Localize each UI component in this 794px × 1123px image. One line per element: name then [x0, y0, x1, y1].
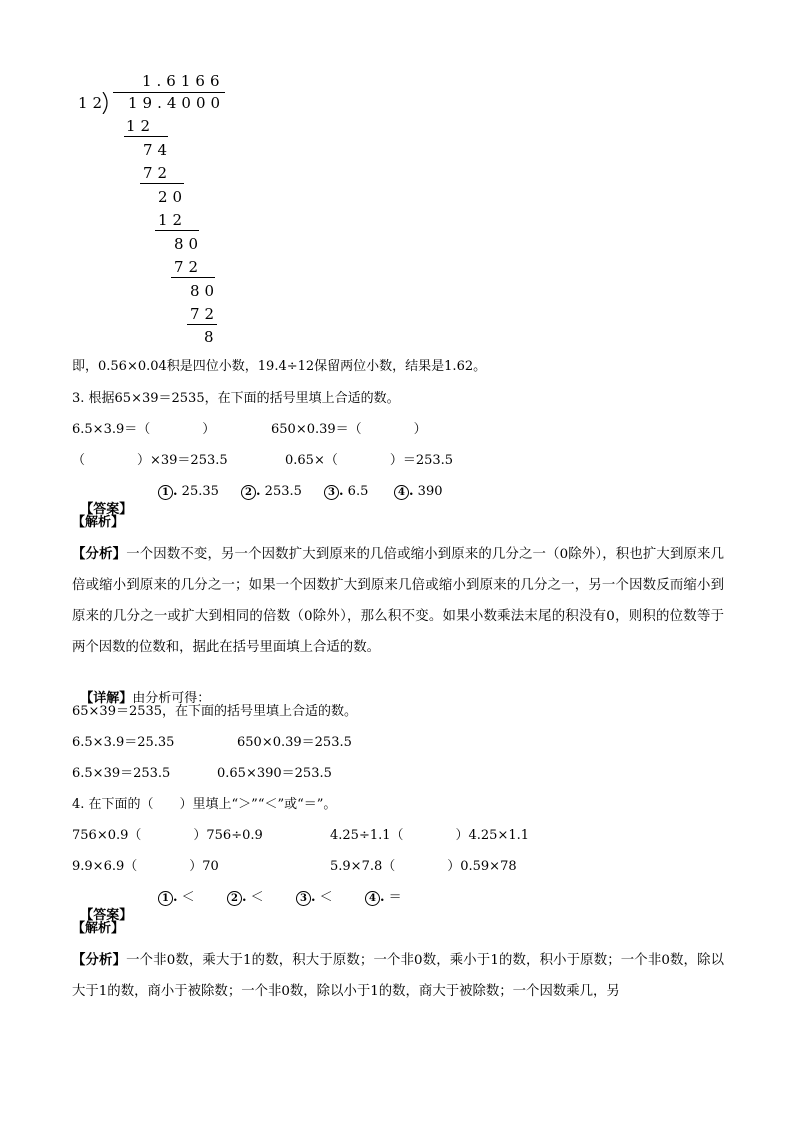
division-step: 72: [174, 258, 204, 276]
q3-detail-line1-b: 650×0.39＝253.5: [237, 735, 352, 750]
q3-answer-3: 3 . 6.5: [324, 483, 368, 501]
division-dividend: 19.4000: [128, 94, 226, 112]
q4-line1-b: 4.25÷1.1（ ）4.25×1.1: [330, 828, 530, 843]
q4-line2-a: 9.9×6.9（ ）70: [72, 859, 219, 874]
division-quotient: 1.6166: [142, 72, 225, 90]
division-step: 12: [158, 211, 188, 229]
circled-number-icon: 4: [365, 891, 380, 906]
q3-analysis-label: 【解析】: [72, 515, 125, 530]
division-step: 72: [143, 164, 173, 182]
q3-line1-a: 6.5×3.9＝（ ）: [72, 422, 216, 437]
q3-line2-a: （ ）×39＝253.5: [72, 453, 228, 468]
q3-answer-2: 2 . 253.5: [241, 483, 302, 501]
circled-number-icon: 2: [227, 891, 242, 906]
circled-number-icon: 2: [241, 485, 256, 500]
q4-answer-1: 1 . ＜: [158, 889, 195, 907]
q4-title: 4. 在下面的（ ）里填上“＞”“＜”或“＝”。: [72, 797, 337, 812]
division-step-line: [171, 277, 215, 278]
division-step-line: [187, 324, 217, 325]
q3-answer-value: 6.5: [347, 484, 369, 499]
q3-fenxi-paragraph: [72, 539, 724, 663]
q3-answer-label: 【答案】: [80, 502, 133, 517]
division-bracket: [99, 92, 115, 114]
division-step-line: [140, 183, 184, 184]
q3-answer-value: 25.35: [181, 484, 219, 499]
q4-answer-value: ＜: [181, 890, 195, 905]
q3-fenxi-text: 一个因数不变，另一个因数扩大到原来的几倍或缩小到原来的几分之一（0除外），积也扩大到原来几倍或缩小到原来的几分之一；如果一个因数扩大到原来几倍或缩小到原来的几分之一，另一个因数反而缩小到原来的几分之一或扩大到相同的倍数（0除外），那么积不变。如果小数乘法末尾的积没有0，则积的位数等于两个因数的位数和，据此在括号里面填上合适的数。: [72, 547, 724, 655]
q4-answer-4: 4 . ＝: [365, 889, 402, 907]
circled-number-icon: 3: [324, 485, 339, 500]
q3-answer-4: 4 . 390: [394, 483, 443, 501]
q3-detail-line2-a: 6.5×39＝253.5: [72, 766, 171, 781]
q3-answer-value: 390: [417, 484, 443, 499]
q4-answer-value: ＜: [319, 890, 333, 905]
circled-number-icon: 1: [158, 891, 173, 906]
q3-line1-b: 650×0.39＝（ ）: [271, 422, 427, 437]
conclusion-text: 即，0.56×0.04积是四位小数，19.4÷12保留两位小数，结果是1.62。: [72, 359, 487, 374]
q3-answer-value: 253.5: [264, 484, 302, 499]
q4-answer-value: ＜: [250, 890, 264, 905]
division-divisor: 12: [78, 94, 108, 112]
q4-answer-value: ＝: [388, 890, 402, 905]
q4-fenxi-text: 一个非0数，乘大于1的数，积大于原数；一个非0数，乘小于1的数，积小于原数；一个非0数，除以大于1的数，商小于被除数；一个非0数，除以小于1的数，商大于被除数；一个因数乘几，另: [72, 953, 724, 999]
division-step-line: [155, 230, 199, 231]
q4-answer-3: 3 . ＜: [296, 889, 333, 907]
q3-detail-intro: 由分析可得：: [132, 691, 211, 706]
q4-answer-2: 2 . ＜: [227, 889, 264, 907]
division-step: 72: [190, 305, 220, 323]
q3-detail-line2-b: 0.65×390＝253.5: [217, 766, 332, 781]
circled-number-icon: 3: [296, 891, 311, 906]
division-step: 12: [126, 117, 156, 135]
q3-detail-label: 【详解】: [80, 691, 133, 706]
division-bar: [113, 92, 225, 93]
division-step: 20: [158, 188, 188, 206]
division-step-line: [124, 136, 168, 137]
division-step: 80: [190, 282, 220, 300]
circled-number-icon: 4: [394, 485, 409, 500]
q4-line1-a: 756×0.9（ ）756÷0.9: [72, 828, 263, 843]
circled-number-icon: 1: [158, 485, 173, 500]
division-step: 74: [143, 141, 173, 159]
division-step: 80: [174, 235, 204, 253]
q3-title: 3. 根据65×39＝2535，在下面的括号里填上合适的数。: [72, 391, 400, 406]
division-remainder: 8: [204, 328, 219, 346]
q4-fenxi-label: 【分析】: [72, 953, 127, 968]
q4-fenxi-paragraph: [72, 945, 724, 1007]
q4-line2-b: 5.9×7.8（ ）0.59×78: [330, 859, 517, 874]
q4-answer-label: 【答案】: [80, 908, 133, 923]
q3-line2-b: 0.65×（ ）＝253.5: [285, 453, 454, 468]
q4-analysis-label: 【解析】: [72, 921, 125, 936]
q3-detail-line0: 65×39＝2535，在下面的括号里填上合适的数。: [72, 704, 358, 719]
q3-detail-line1-a: 6.5×3.9＝25.35: [72, 735, 175, 750]
q3-fenxi-label: 【分析】: [72, 547, 127, 562]
q3-answer-1: 1 . 25.35: [158, 483, 219, 501]
